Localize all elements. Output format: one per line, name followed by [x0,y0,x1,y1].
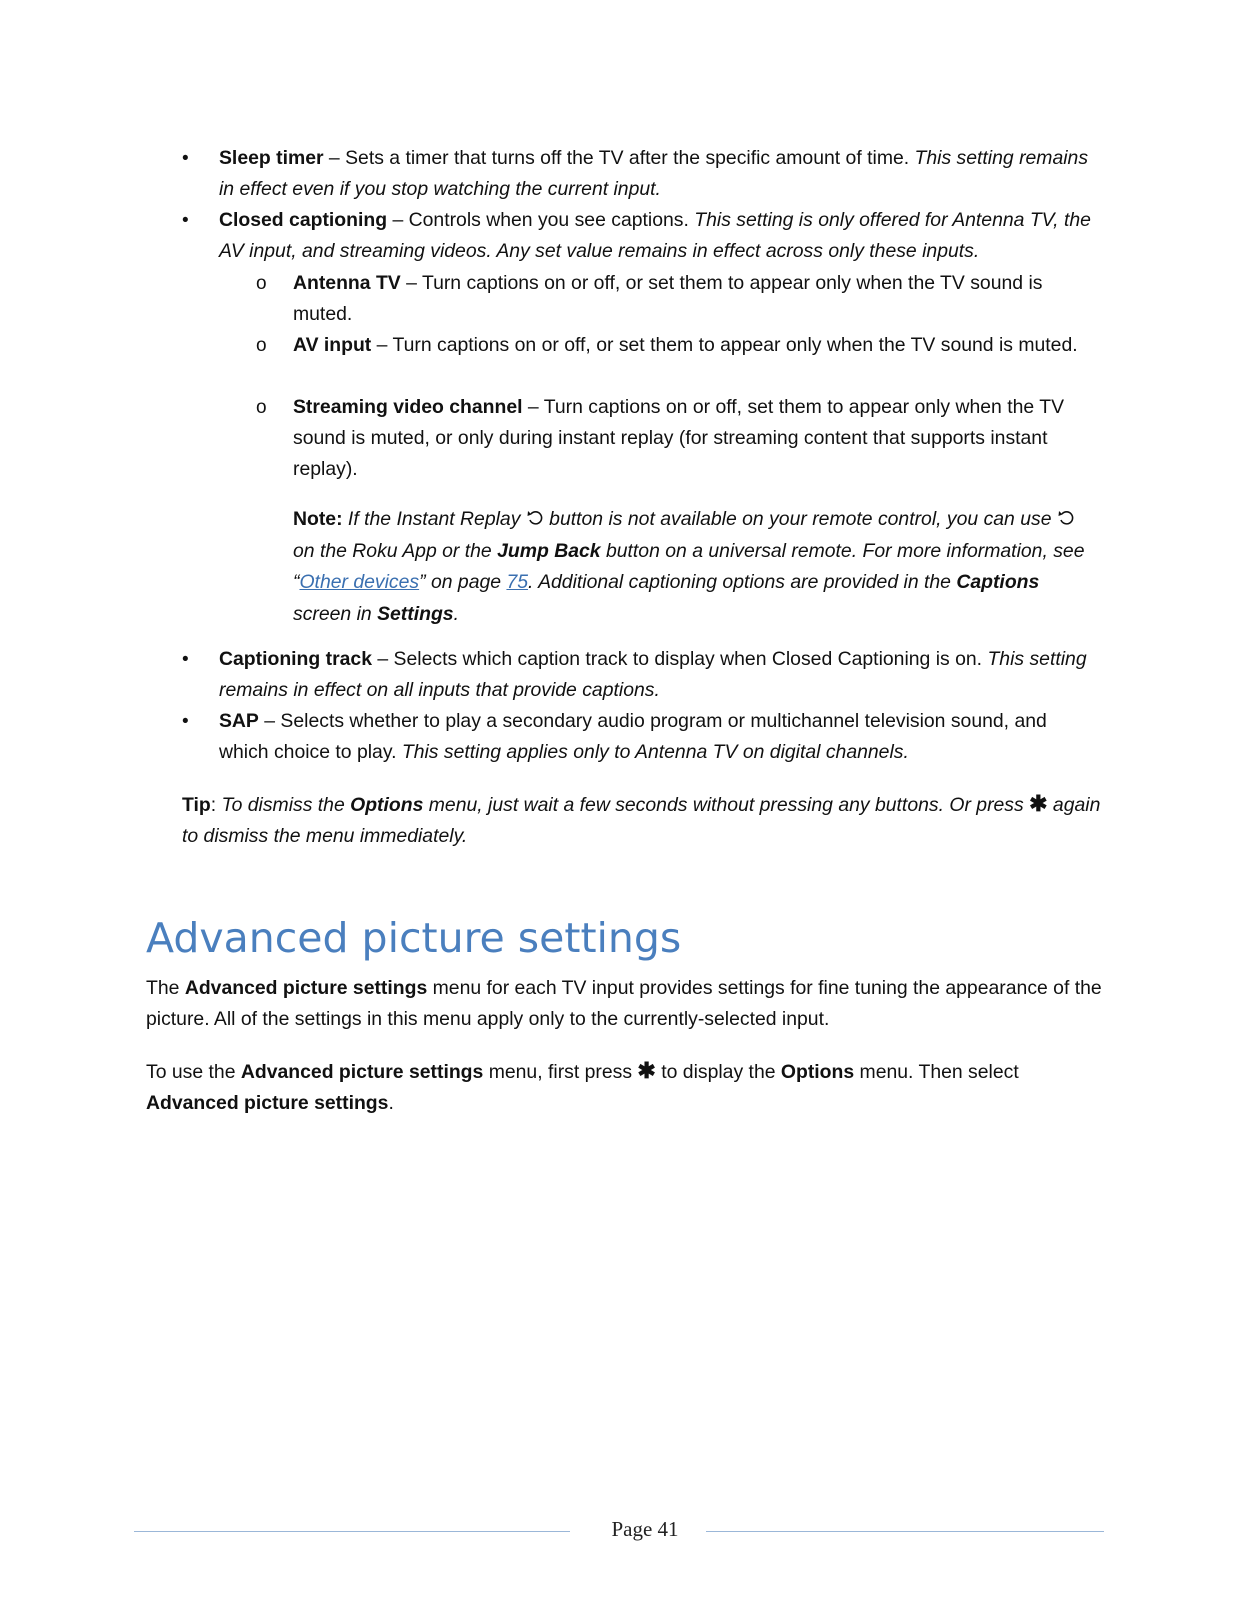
sub-bullet-av-input [293,330,1099,361]
para-text: to display the [655,1061,781,1083]
para-text: menu. Then select [854,1061,1019,1083]
options-star-icon: ✱ [637,1058,656,1083]
tip-text: again to dismiss the menu immediately. [182,794,1101,847]
jump-back-term: Jump Back [497,539,601,562]
page-number: Page 41 [611,1517,679,1541]
instant-replay-icon [1057,509,1075,527]
tip-text: : [210,794,222,816]
bullet-sap [219,706,1099,768]
tip-text: To dismiss the [221,794,351,816]
desc: – Turn captions on or off, or set them to appear only when the TV sound is muted. [293,272,1043,325]
desc: – Turn captions on or off, set them to appear only when the TV sound is muted, or only during instant replay (for streaming content that supports instant replay). [293,396,1065,480]
note: This setting is only offered for Antenna TV, the AV input, and streaming videos. Any set value remains in effect across only these inputs. [219,209,1091,262]
desc: – Selects which caption track to display when Closed Captioning is on. [372,648,988,670]
advanced-picture-settings-term: Advanced picture settings [240,1061,484,1083]
note-text: . [453,602,459,625]
options-term: Options [350,794,424,816]
desc: – Controls when you see captions. [387,209,695,231]
desc: – Sets a timer that turns off the TV after the specific amount of time. [323,147,915,169]
note-text: If the Instant Replay [342,508,526,530]
tip-text: menu, just wait a few seconds without pressing any buttons. Or press [423,794,1030,816]
note-text: button is not available on your remote control, you can use [543,508,1057,530]
other-devices-link[interactable]: Other devices [299,571,420,593]
para-text: menu, first press [483,1061,638,1083]
term: Streaming video channel [293,396,523,418]
para-text: menu for each TV input provides settings for fine tuning the appearance of the picture. All of the settings in this menu apply only to the currently-selected input. [146,977,1102,1030]
captions-term: Captions [956,571,1040,593]
bullet-marker: • [182,711,189,732]
sub-bullet-streaming-video-channel [293,392,1099,485]
term: SAP [219,710,259,732]
note-block [293,504,1099,630]
term: AV input [293,334,372,356]
usage-paragraph [146,1055,1106,1119]
note: This setting applies only to Antenna TV on digital channels. [401,741,909,763]
note-text: on the Roku App or the [293,539,498,562]
tip-label: Tip [182,794,211,816]
advanced-picture-settings-term: Advanced picture settings [146,1092,389,1114]
note-text: screen in [293,602,378,625]
bullet-closed-captioning [219,205,1099,267]
note-label: Note: [293,508,343,530]
intro-paragraph [146,973,1106,1035]
term: Captioning track [219,648,372,670]
advanced-picture-settings-term: Advanced picture settings [184,977,428,999]
bullet-marker: • [182,649,189,670]
footer-rule-left [134,1531,570,1532]
desc: – Turn captions on or off, or set them to appear only when the TV sound is muted. [371,334,1078,356]
note-text: ” on page [419,571,507,593]
para-text: The [146,977,185,999]
note: This setting remains in effect even if you stop watching the current input. [219,147,1089,200]
sub-bullet-marker: o [256,335,267,356]
sub-bullet-marker: o [256,397,267,418]
note: This setting remains in effect on all inputs that provide captions. [219,648,1087,701]
para-text: To use the [146,1061,241,1083]
settings-term: Settings [377,602,454,625]
term: Closed captioning [219,209,388,231]
bullet-marker: • [182,210,189,231]
instant-replay-icon [526,509,544,527]
bullet-captioning-track [219,644,1099,706]
term: Sleep timer [219,147,324,169]
sub-bullet-antenna-tv [293,268,1099,330]
section-heading: Advanced picture settings [146,914,682,962]
note-text: button on a universal remote. For more information, see “ [293,539,1085,593]
page-75-link[interactable]: 75 [506,571,529,593]
para-text: . [388,1092,394,1114]
bullet-marker: • [182,148,189,169]
term: Antenna TV [293,272,401,294]
desc: – Selects whether to play a secondary audio program or multichannel television sound, and which choice to play. [219,710,1047,763]
tip-block [182,788,1102,852]
bullet-sleep-timer [219,143,1099,205]
note-text: . Additional captioning options are provided in the [528,571,957,593]
options-star-icon: ✱ [1029,791,1048,816]
footer-rule-right [706,1531,1104,1532]
sub-bullet-marker: o [256,273,267,294]
options-term: Options [780,1061,855,1083]
